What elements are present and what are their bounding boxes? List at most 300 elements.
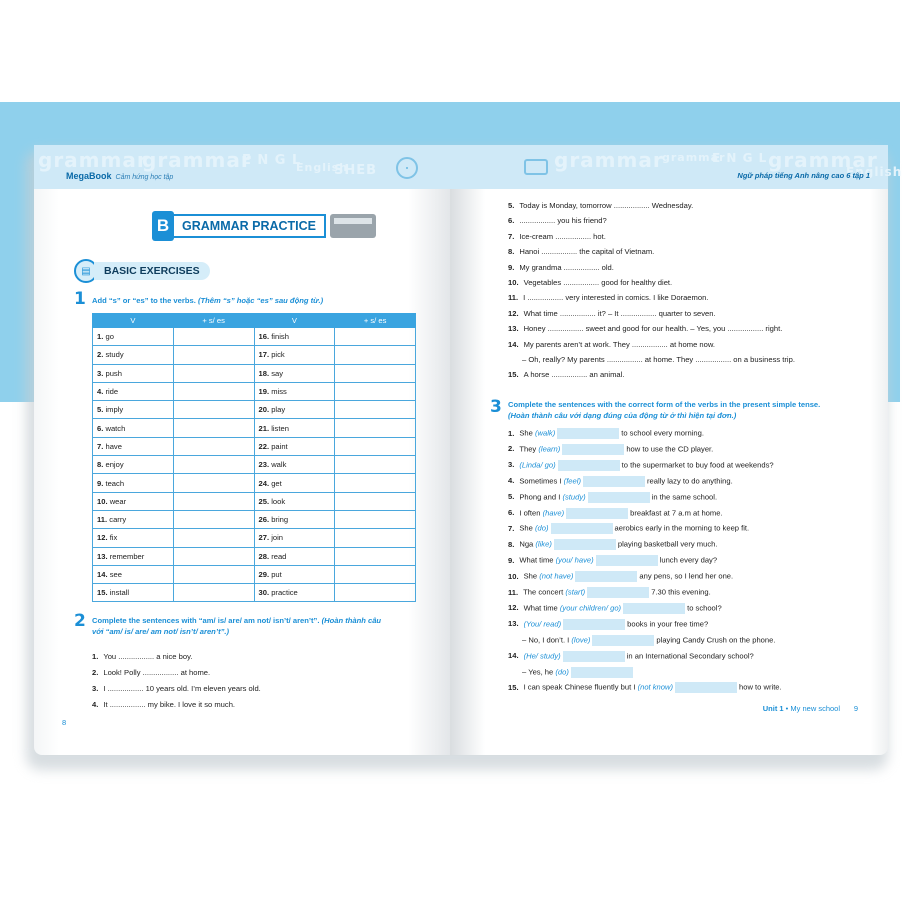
- sentence-item: [508, 324, 782, 333]
- instruction-en: Complete the sentences with “am/ is/ are/ am not/ isn’t/ aren’t”.: [92, 616, 320, 625]
- verb-number: 1.: [97, 332, 104, 342]
- verb-number: 15.: [97, 588, 108, 598]
- table-row: [93, 565, 416, 583]
- sentence-start: I: [103, 684, 106, 693]
- sentence-start: – Yes, he: [522, 667, 554, 676]
- left-header-strip: [34, 145, 450, 189]
- item-number: 10.: [508, 278, 519, 287]
- answer-box[interactable]: [588, 492, 650, 503]
- sentence-start: Look! Polly: [103, 668, 141, 677]
- verb-cell: [93, 584, 174, 602]
- verb-hint: (your children/ go): [559, 603, 622, 613]
- header-decor-word: grammar: [554, 148, 664, 172]
- verb-number: 10.: [97, 496, 108, 506]
- header-decor-word: E N G L: [712, 151, 768, 165]
- answer-box[interactable]: [623, 603, 685, 614]
- verb-number: 29.: [258, 570, 270, 579]
- answer-cell[interactable]: [173, 565, 254, 583]
- item-number: 8.: [508, 247, 515, 257]
- exercise-instruction: [92, 295, 323, 306]
- sentence-start: She: [523, 571, 538, 581]
- answer-cell[interactable]: [173, 456, 254, 474]
- verb-cell: [254, 364, 335, 382]
- verb-number: 26.: [258, 515, 270, 525]
- verb-cell: [254, 346, 335, 364]
- verb-word: carry: [109, 515, 127, 525]
- brand-name: MegaBook: [66, 171, 112, 181]
- book-icon: ▤: [74, 259, 98, 283]
- verb-word: listen: [271, 423, 289, 433]
- verb-cell: [93, 547, 174, 565]
- verb-number: 13.: [97, 551, 108, 561]
- table-row: [93, 492, 416, 510]
- sentence-start: Nga: [519, 539, 534, 549]
- sentence-text: Ice-cream ................. hot.: [519, 231, 606, 241]
- item-number: 14.: [508, 651, 519, 661]
- answer-cell[interactable]: [335, 510, 416, 528]
- verb-hint: (Linda/ go): [519, 460, 556, 470]
- verb-word: play: [271, 405, 286, 415]
- brand-slogan: Cảm hứng học tập: [115, 174, 174, 181]
- sentence-end: how to use the CD player.: [626, 444, 714, 454]
- verb-number: 4.: [97, 387, 104, 397]
- answer-cell[interactable]: [335, 547, 416, 565]
- sentence-text: ................. you his friend?: [519, 216, 607, 226]
- verb-word: push: [105, 368, 122, 378]
- item-number: 12.: [508, 603, 519, 613]
- sentence-end: any pens, so I lend her one.: [639, 571, 734, 581]
- verb-number: 18.: [258, 368, 270, 378]
- item-number: 14.: [508, 339, 519, 349]
- item-number: 2.: [508, 444, 515, 454]
- answer-cell[interactable]: [173, 364, 254, 382]
- sentence-end: lunch every day?: [659, 555, 718, 565]
- answer-cell[interactable]: [173, 529, 254, 547]
- sentence-item: [508, 587, 711, 598]
- verb-hint: (walk): [534, 428, 556, 438]
- item-number: 7.: [508, 231, 515, 241]
- answer-box[interactable]: [592, 635, 654, 646]
- page-number: 8: [62, 718, 67, 727]
- sentence-item: [92, 700, 235, 709]
- sentence-start: I often: [519, 508, 541, 517]
- table-header: V: [93, 314, 174, 328]
- verb-cell: [254, 474, 335, 492]
- sentence-item: [508, 508, 723, 519]
- verb-number: 3.: [97, 368, 104, 378]
- item-number: 5.: [508, 492, 515, 502]
- sentence-text: Hanoi ................. the capital of Vietnam.: [519, 247, 655, 257]
- sentence-item: [508, 278, 672, 287]
- sentence-item: [508, 492, 717, 503]
- verb-word: join: [271, 533, 284, 543]
- verb-number: 7.: [97, 441, 104, 451]
- answer-box[interactable]: [563, 651, 625, 662]
- verb-cell: [93, 437, 174, 455]
- verb-number: 23.: [258, 460, 270, 470]
- footer-unit: Unit 1 • My new school: [762, 704, 840, 713]
- verb-number: 28.: [258, 551, 270, 561]
- verb-number: 27.: [258, 533, 270, 543]
- table-row: [93, 364, 416, 382]
- sentence-end: playing Candy Crush on the phone.: [656, 635, 776, 645]
- verb-hint: (do): [555, 667, 569, 676]
- verb-cell: [93, 382, 174, 400]
- verb-hint: (feel): [563, 476, 581, 486]
- sentence-end: breakfast at 7 a.m at home.: [630, 508, 723, 517]
- verb-word: walk: [271, 460, 287, 470]
- answer-cell[interactable]: [173, 328, 254, 346]
- instruction-vi: (Hoàn thành câu với dạng đúng của động từ ở thì hiện tại đơn.): [508, 411, 737, 420]
- verb-word: remember: [109, 551, 145, 561]
- verb-hint: (He/ study): [523, 651, 561, 661]
- verb-cell: [93, 346, 174, 364]
- verb-cell: [93, 510, 174, 528]
- header-decor-word: grammar: [768, 148, 878, 172]
- item-number: 2.: [92, 668, 99, 677]
- verb-number: 22.: [258, 441, 270, 451]
- verb-number: 16.: [258, 332, 270, 342]
- answer-box[interactable]: [571, 667, 633, 678]
- sentence-item: [92, 652, 192, 661]
- verb-hint: (love): [571, 635, 591, 645]
- verb-word: teach: [105, 478, 125, 488]
- answer-box[interactable]: [554, 539, 616, 550]
- item-number: 11.: [508, 587, 519, 597]
- exercise-number: 3: [490, 397, 502, 417]
- header-decor-word: grammar: [142, 148, 252, 172]
- item-number: 15.: [508, 370, 519, 380]
- table-row: [93, 456, 416, 474]
- verb-cell: [254, 510, 335, 528]
- table-row: [93, 529, 416, 547]
- answer-box[interactable]: [575, 571, 637, 582]
- table-row: [93, 547, 416, 565]
- sentence-item: [508, 619, 708, 630]
- sentence-item: [508, 476, 733, 487]
- item-number: 1.: [508, 428, 515, 438]
- verb-number: 9.: [97, 478, 104, 488]
- answer-cell[interactable]: [173, 382, 254, 400]
- verb-number: 12.: [97, 533, 108, 543]
- verb-cell: [254, 547, 335, 565]
- verb-number: 17.: [258, 350, 270, 360]
- sentence-item: [508, 428, 704, 439]
- answer-cell[interactable]: [173, 547, 254, 565]
- verb-word: look: [271, 496, 286, 506]
- verb-word: read: [271, 551, 287, 561]
- answer-cell[interactable]: [173, 401, 254, 419]
- item-number: 13.: [508, 619, 519, 629]
- verb-cell: [254, 437, 335, 455]
- item-number: 7.: [508, 523, 515, 533]
- answer-box[interactable]: [596, 555, 658, 566]
- sentence-text: Honey ................. sweet and good for our health. – Yes, you ................. right.: [523, 324, 783, 334]
- sentence-end: books in your free time?: [627, 619, 709, 629]
- sentence-text: My grandma ................. old.: [519, 262, 614, 272]
- table-row: [93, 510, 416, 528]
- verb-hint: (you/ have): [555, 555, 594, 565]
- table-header: V: [254, 314, 335, 328]
- sentence-item: [508, 555, 717, 566]
- sentence-item: [508, 370, 624, 379]
- answer-cell[interactable]: [335, 565, 416, 583]
- item-number: 10.: [508, 571, 519, 581]
- bus-icon: [524, 159, 548, 175]
- ferris-wheel-icon: [396, 157, 418, 179]
- verb-cell: [254, 328, 335, 346]
- verb-number: 19.: [258, 387, 270, 397]
- sentence-text: What time ................. it? – It ................. quarter to seven.: [523, 308, 716, 318]
- sentence-start: – No, I don’t. I: [522, 635, 570, 645]
- item-number: 15.: [508, 682, 519, 692]
- sentence-text: Vegetables ................. good for healthy diet.: [523, 278, 673, 287]
- sentence-end: in an International Secondary school?: [626, 651, 754, 661]
- sentence-item: [92, 668, 210, 677]
- header-decor-word: SHEB: [334, 163, 378, 178]
- verb-cell: [254, 565, 335, 583]
- page-number: 9: [853, 704, 858, 713]
- item-number: 3.: [92, 684, 99, 693]
- verb-word: wear: [109, 496, 127, 506]
- table-header: + s/ es: [173, 314, 254, 328]
- verb-number: 8.: [97, 460, 104, 470]
- answer-box[interactable]: [566, 508, 628, 519]
- instruction-vi: với “am/ is/ are/ am not/ isn’t/ aren’t”.): [92, 627, 230, 636]
- answer-cell[interactable]: [335, 382, 416, 400]
- sentence-item: [522, 667, 635, 678]
- verb-cell: [254, 492, 335, 510]
- answer-cell[interactable]: [335, 328, 416, 346]
- verb-word: see: [109, 570, 122, 579]
- answer-box[interactable]: [557, 428, 619, 439]
- sentence-start: The concert: [523, 587, 564, 597]
- verb-number: 5.: [97, 405, 104, 415]
- verb-hint: (not know): [637, 682, 674, 692]
- verb-word: imply: [105, 405, 124, 415]
- exercise-instruction: [92, 615, 432, 637]
- exercise-number: 2: [74, 611, 86, 631]
- answer-cell[interactable]: [335, 584, 416, 602]
- verb-number: 11.: [97, 515, 108, 525]
- sentence-item: [508, 309, 716, 318]
- book-title: Ngữ pháp tiếng Anh nâng cao 6 tập 1: [737, 171, 870, 180]
- sentence-text: My parents aren’t at work. They ................. at home now.: [523, 339, 716, 349]
- answer-box[interactable]: [675, 682, 737, 693]
- answer-box[interactable]: [583, 476, 645, 487]
- verb-cell: [254, 382, 335, 400]
- verb-word: get: [271, 478, 282, 488]
- verb-hint: (do): [534, 523, 549, 533]
- answer-cell[interactable]: [173, 510, 254, 528]
- instruction-vi: (Thêm “s” hoặc “es” sau động từ.): [197, 296, 324, 305]
- answer-cell[interactable]: [335, 492, 416, 510]
- verb-cell: [93, 364, 174, 382]
- verb-cell: [254, 529, 335, 547]
- sentence-end: at home.: [180, 668, 211, 677]
- item-number: 9.: [508, 262, 515, 272]
- verb-cell: [93, 456, 174, 474]
- subsection-heading: [74, 259, 210, 283]
- answer-cell[interactable]: [335, 346, 416, 364]
- answer-box[interactable]: [562, 444, 624, 455]
- table-row: [93, 419, 416, 437]
- answer-cell[interactable]: [335, 419, 416, 437]
- sentence-start: They: [519, 444, 537, 454]
- sentence-start: What time: [523, 603, 558, 613]
- answer-cell[interactable]: [335, 456, 416, 474]
- sentence-item: [508, 263, 614, 272]
- sentence-end: to school?: [687, 603, 722, 613]
- verb-word: enjoy: [105, 460, 124, 470]
- sentence-item: [92, 684, 261, 693]
- verb-hint: (like): [535, 539, 552, 549]
- table-row: [93, 382, 416, 400]
- answer-cell[interactable]: [173, 584, 254, 602]
- item-number: 4.: [92, 700, 99, 709]
- left-page: [34, 145, 450, 755]
- sentence-start: She: [519, 428, 533, 438]
- answer-cell[interactable]: [173, 492, 254, 510]
- sentence-end: to school every morning.: [621, 428, 704, 438]
- sentence-end: in the same school.: [651, 492, 718, 502]
- verb-cell: [254, 456, 335, 474]
- verb-table-body: [93, 328, 416, 602]
- sentence-start: It: [103, 700, 108, 709]
- verb-word: install: [109, 588, 130, 598]
- header-decor-word: English: [846, 165, 902, 179]
- answer-box[interactable]: [551, 523, 613, 534]
- brand-logo: [66, 171, 173, 181]
- answer-cell[interactable]: [335, 474, 416, 492]
- answer-blank: .................: [107, 700, 148, 709]
- header-decor-word: grammar: [662, 151, 726, 164]
- verb-word: finish: [271, 332, 289, 342]
- verb-cell: [254, 419, 335, 437]
- answer-cell[interactable]: [173, 419, 254, 437]
- sentence-text: A horse ................. an animal.: [523, 370, 625, 380]
- verb-word: study: [105, 350, 124, 360]
- answer-cell[interactable]: [335, 529, 416, 547]
- verb-cell: [93, 529, 174, 547]
- sentence-start: What time: [519, 555, 554, 565]
- verb-word: fix: [109, 533, 118, 543]
- sentence-start: She: [519, 523, 533, 533]
- sentence-item: [508, 247, 654, 256]
- answer-box[interactable]: [587, 587, 649, 598]
- exercise-number: 1: [74, 289, 86, 309]
- section-heading: [152, 211, 376, 241]
- table-row: [93, 346, 416, 364]
- sentence-start: You: [103, 652, 117, 661]
- unit-label: Unit 1: [762, 704, 784, 713]
- sentence-end: really lazy to do anything.: [646, 476, 733, 486]
- answer-cell[interactable]: [173, 437, 254, 455]
- sentence-start: Phong and I: [519, 492, 561, 502]
- item-number: 5.: [508, 201, 515, 210]
- answer-blank: .................: [105, 684, 146, 693]
- sentence-text: I ................. very interested in comics. I like Doraemon.: [523, 293, 709, 303]
- answer-cell[interactable]: [335, 364, 416, 382]
- item-number: 13.: [508, 324, 519, 334]
- verb-cell: [93, 565, 174, 583]
- verb-cell: [93, 492, 174, 510]
- answer-cell[interactable]: [173, 474, 254, 492]
- sentence-end: how to write.: [739, 682, 782, 692]
- verb-number: 30.: [258, 588, 270, 598]
- exercise-instruction: [508, 399, 868, 421]
- item-number: 8.: [508, 539, 515, 549]
- sentence-item: [508, 216, 607, 225]
- sentence-text: Today is Monday, tomorrow ................. Wednesday.: [519, 201, 694, 210]
- sentence-item: [508, 340, 715, 349]
- unit-topic: My new school: [790, 704, 840, 713]
- item-number: 6.: [508, 216, 515, 226]
- verb-word: pick: [271, 350, 285, 360]
- instruction-vi: (Hoàn thành câu: [321, 616, 382, 625]
- answer-box[interactable]: [563, 619, 625, 630]
- verb-word: put: [271, 570, 282, 579]
- verb-hint: (You/ read): [523, 619, 562, 629]
- sentence-item: [508, 293, 708, 302]
- right-header-strip: [450, 145, 902, 189]
- verb-table: [92, 313, 416, 602]
- sentence-item: [508, 651, 754, 662]
- sentence-item: [508, 603, 722, 614]
- sentence-item: [508, 523, 749, 534]
- verb-cell: [93, 328, 174, 346]
- answer-cell[interactable]: [335, 401, 416, 419]
- instruction-en: Add “s” or “es” to the verbs.: [92, 296, 196, 305]
- verb-number: 21.: [258, 423, 270, 433]
- verb-word: have: [105, 441, 122, 451]
- verb-number: 6.: [97, 423, 104, 433]
- verb-hint: (have): [542, 508, 565, 517]
- item-number: 12.: [508, 308, 519, 318]
- sentence-end: to the supermarket to buy food at weekends?: [621, 460, 774, 470]
- sentence-end: playing basketball very much.: [617, 539, 718, 549]
- answer-blank: .................: [116, 652, 157, 661]
- answer-cell[interactable]: [173, 346, 254, 364]
- verb-number: 20.: [258, 405, 270, 415]
- sentence-end: 10 years old. I’m eleven years old.: [145, 684, 261, 693]
- verb-cell: [93, 401, 174, 419]
- sentence-end: 7.30 this evening.: [651, 587, 711, 597]
- verb-word: paint: [271, 441, 288, 451]
- sentence-start: I can speak Chinese fluently but I: [523, 682, 636, 692]
- verb-hint: (study): [562, 492, 586, 502]
- item-number: 6.: [508, 508, 515, 517]
- verb-word: watch: [105, 423, 126, 433]
- table-row: [93, 437, 416, 455]
- item-number: 1.: [92, 652, 99, 661]
- section-title: GRAMMAR PRACTICE: [174, 214, 326, 238]
- answer-cell[interactable]: [335, 437, 416, 455]
- verb-number: 2.: [97, 350, 104, 360]
- sentence-text: – Oh, really? My parents ................. at home. They ................. on a business trip.: [522, 355, 795, 364]
- answer-box[interactable]: [558, 460, 620, 471]
- right-page: [450, 145, 902, 755]
- item-number: 11.: [508, 293, 519, 303]
- sentence-item: [508, 460, 774, 471]
- table-row: [93, 474, 416, 492]
- verb-word: ride: [105, 387, 119, 397]
- sentence-item: [508, 201, 693, 210]
- verb-word: practice: [271, 588, 298, 598]
- table-row: [93, 401, 416, 419]
- sentence-item: [508, 232, 606, 241]
- verb-number: 24.: [258, 478, 270, 488]
